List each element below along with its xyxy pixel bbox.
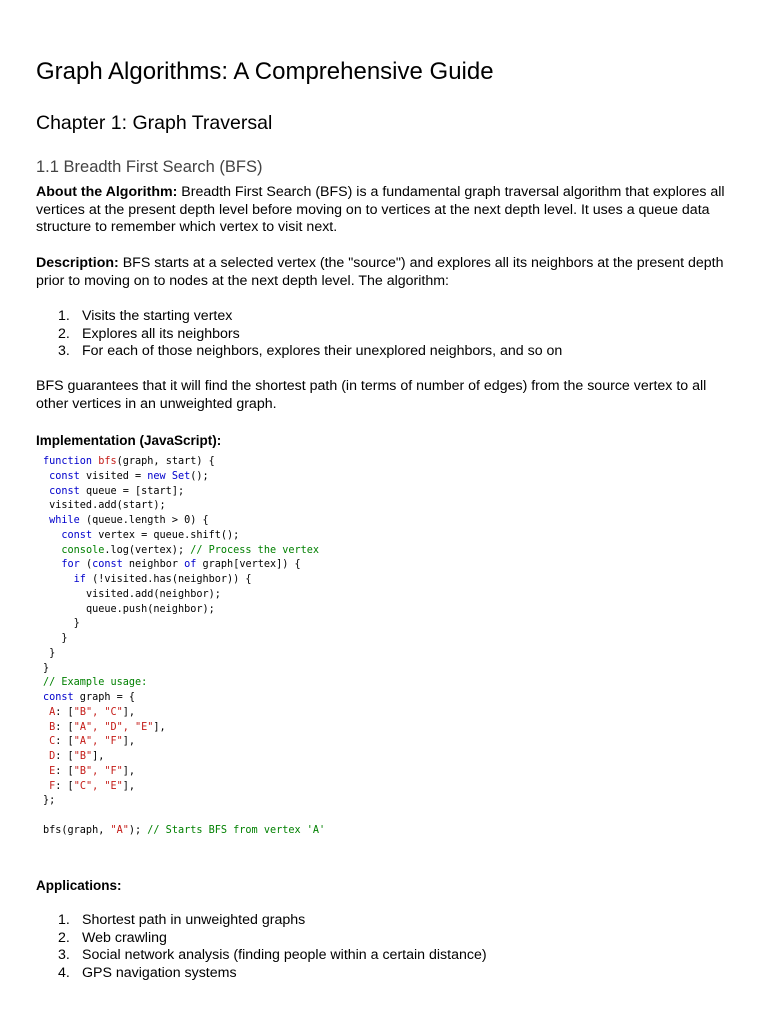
list-number: 3.: [58, 343, 70, 360]
code-line: for (const neighbor of graph[vertex]) {: [61, 559, 301, 571]
list-number: 1.: [58, 912, 70, 928]
code-line: }: [61, 633, 68, 644]
code-line: }: [49, 647, 56, 659]
list-text: Web crawling: [82, 929, 167, 946]
list-number: 2.: [58, 325, 70, 342]
code-line: while (queue.length > 0) {: [49, 515, 209, 526]
section-heading: 1.1 Breadth First Search (BFS): [36, 158, 263, 176]
list-item: [36, 965, 487, 983]
description-text: BFS starts at a selected vertex (the "source") and explores all its neighbors at the present depth prior to moving on to nodes at the next depth level. The algorithm:: [36, 255, 724, 289]
list-text: Visits the starting vertex: [82, 308, 233, 324]
list-item: [36, 930, 487, 948]
description-paragraph: [36, 255, 736, 290]
code-line: queue.push(neighbor);: [85, 603, 215, 615]
list-item: [36, 308, 562, 326]
list-item: [36, 326, 562, 344]
code-line: C: ["A", "F"],: [49, 736, 136, 748]
code-block: [43, 455, 325, 839]
code-line: D: ["B"],: [49, 751, 105, 762]
code-line: if (!visited.has(neighbor)) {: [73, 574, 252, 585]
code-line: F: ["C", "E"],: [49, 780, 136, 792]
document-title: Graph Algorithms: A Comprehensive Guide: [36, 58, 494, 85]
description-label: Description:: [36, 255, 119, 271]
code-line: function bfs(graph, start) {: [43, 456, 215, 467]
implementation-label: Implementation (JavaScript):: [36, 433, 222, 448]
list-text: GPS navigation systems: [82, 965, 237, 982]
applications-list: [36, 912, 487, 983]
code-line: console.log(vertex); // Process the vertex: [61, 544, 320, 556]
list-item: [36, 912, 487, 930]
guarantee-paragraph: BFS guarantees that it will find the shortest path (in terms of number of edges) from the source vertex to all other vertices in an unweighted graph.: [36, 378, 707, 412]
algorithm-steps-list: [36, 308, 562, 361]
list-item: [36, 947, 487, 965]
code-line: visited.add(start);: [43, 500, 166, 512]
code-line: const queue = [start];: [49, 485, 185, 497]
list-text: Social network analysis (finding people within a certain distance): [82, 947, 487, 964]
code-line: const visited = new Set();: [49, 470, 209, 482]
code-line: // Example usage:: [43, 677, 148, 689]
code-line: };: [43, 795, 56, 807]
list-text: Explores all its neighbors: [82, 325, 240, 342]
code-line: const vertex = queue.shift();: [61, 529, 240, 541]
list-number: 1.: [58, 308, 70, 324]
applications-label: Applications:: [36, 878, 122, 893]
code-line: A: ["B", "C"],: [49, 706, 136, 718]
about-text: Breadth First Search (BFS) is a fundamental graph traversal algorithm that explores all vertices at the present depth level before moving on to vertices at the next depth level. It uses a queue data structure to remember which vertex to visit next.: [36, 184, 725, 236]
code-line: }: [73, 618, 80, 630]
code-line: bfs(graph, "A"); // Starts BFS from vertex 'A': [43, 824, 326, 836]
code-line: visited.add(neighbor);: [85, 588, 221, 600]
list-number: 4.: [58, 965, 70, 982]
code-line: E: ["B", "F"],: [49, 765, 136, 777]
list-number: 2.: [58, 929, 70, 946]
list-item: [36, 343, 562, 361]
code-line: }: [43, 662, 50, 674]
list-number: 3.: [58, 947, 70, 964]
about-paragraph: [36, 184, 736, 237]
list-text: Shortest path in unweighted graphs: [82, 912, 306, 928]
code-line: B: ["A", "D", "E"],: [49, 721, 166, 733]
about-label: About the Algorithm:: [36, 184, 178, 200]
chapter-heading: Chapter 1: Graph Traversal: [36, 112, 273, 134]
code-line: [43, 809, 325, 824]
list-text: For each of those neighbors, explores their unexplored neighbors, and so on: [82, 343, 563, 360]
code-line: const graph = {: [43, 692, 136, 703]
